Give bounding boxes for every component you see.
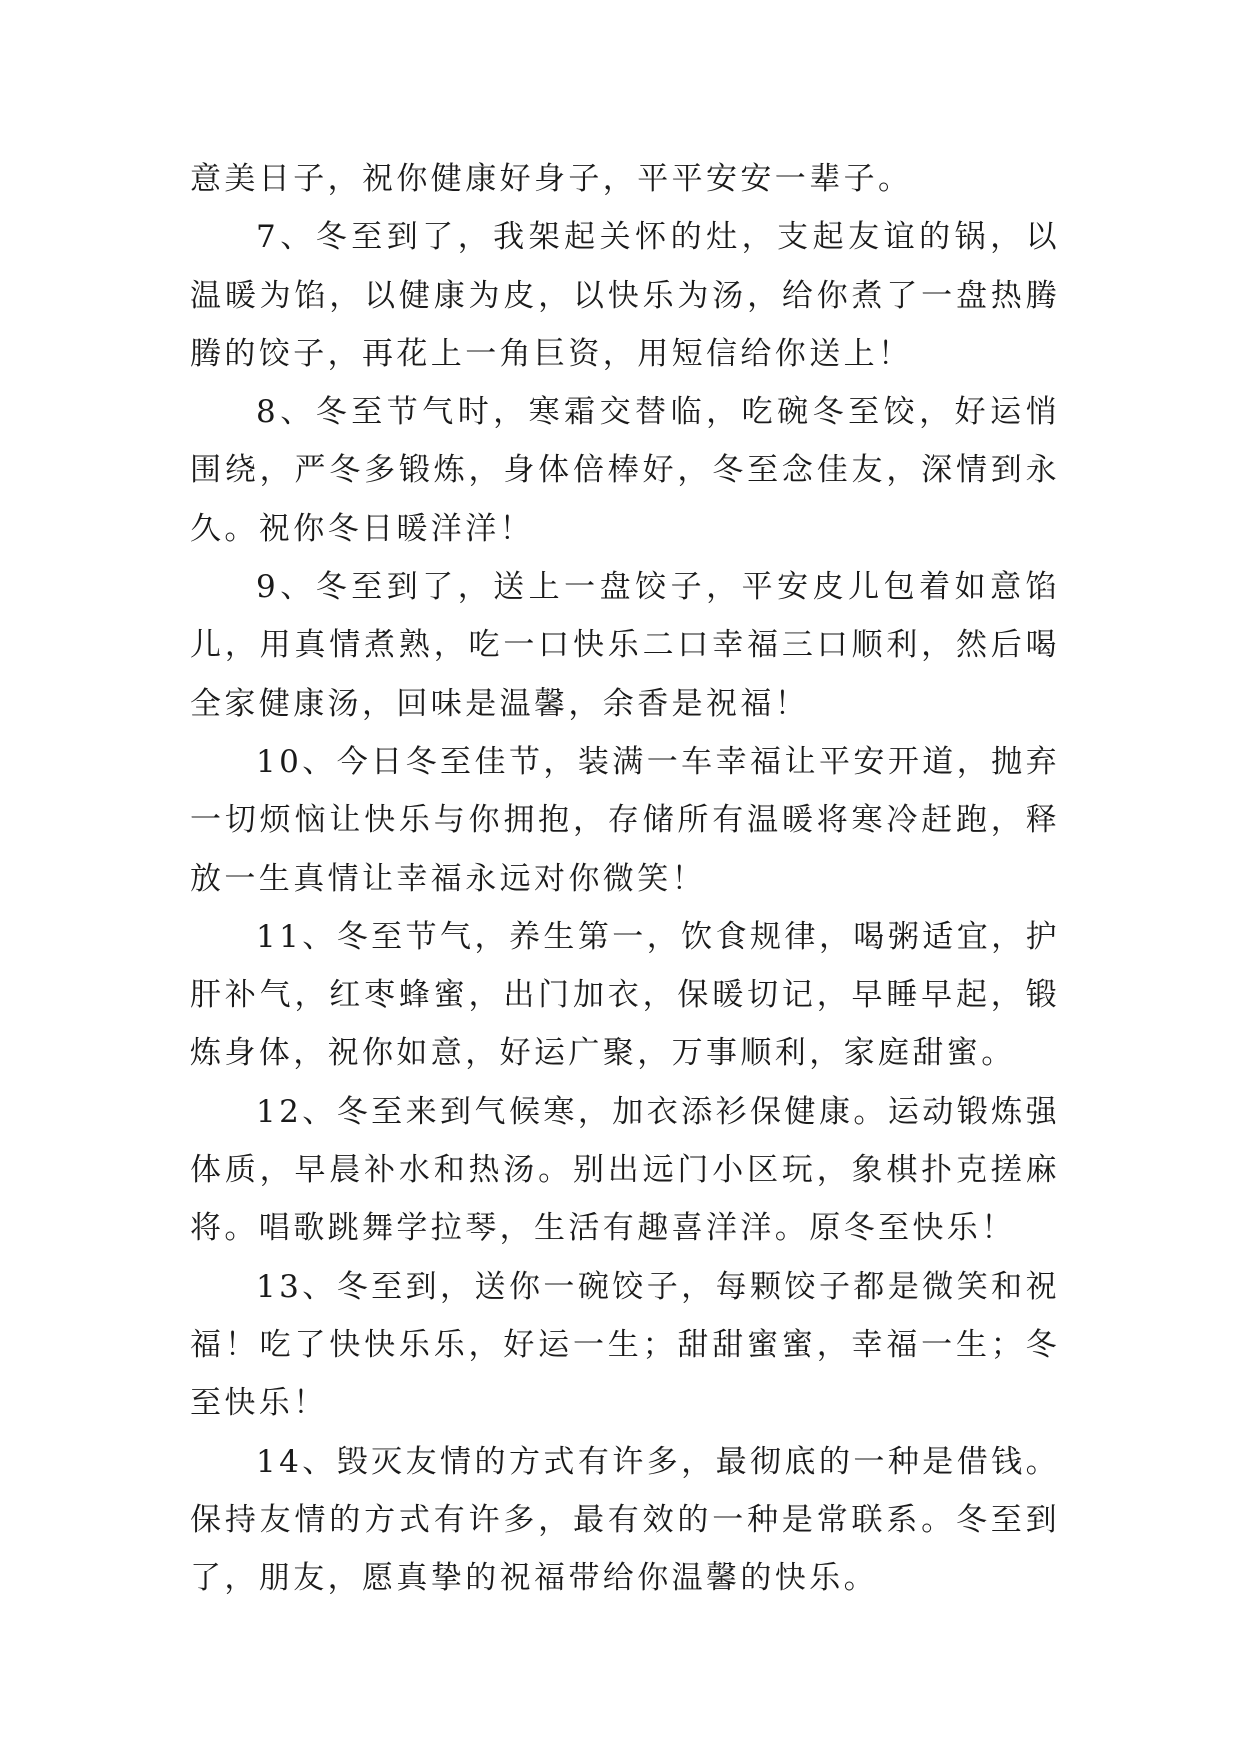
paragraph: 8、冬至节气时，寒霜交替临，吃碗冬至饺，好运悄围绕，严冬多锻炼，身体倍棒好，冬至念佳友，深情到永久。祝你冬日暖洋洋！ [190,394,1060,547]
document-body [190,150,1060,1607]
paragraph: 13、冬至到，送你一碗饺子，每颗饺子都是微笑和祝福！吃了快快乐乐，好运一生；甜甜蜜蜜，幸福一生；冬至快乐！ [190,1268,1060,1422]
paragraph: 7、冬至到了，我架起关怀的灶，支起友谊的锅，以温暖为馅，以健康为皮，以快乐为汤，给你煮了一盘热腾腾的饺子，再花上一角巨资，用短信给你送上！ [190,219,1060,372]
paragraph: 10、今日冬至佳节，装满一车幸福让平安开道，抛弃一切烦恼让快乐与你拥抱，存储所有温暖将寒冷赶跑，释放一生真情让幸福永远对你微笑！ [190,743,1060,897]
paragraph: 14、毁灭友情的方式有许多，最彻底的一种是借钱。保持友情的方式有许多，最有效的一种是常联系。冬至到了，朋友，愿真挚的祝福带给你温馨的快乐。 [190,1443,1060,1597]
paragraph: 意美日子，祝你健康好身子，平平安安一辈子。 [190,161,913,197]
paragraph: 9、冬至到了，送上一盘饺子，平安皮儿包着如意馅儿，用真情煮熟，吃一口快乐二口幸福三口顺利，然后喝全家健康汤，回味是温馨，余香是祝福！ [190,569,1060,722]
paragraph: 12、冬至来到气候寒，加衣添衫保健康。运动锻炼强体质，早晨补水和热汤。别出远门小区玩，象棋扑克搓麻将。唱歌跳舞学拉琴，生活有趣喜洋洋。原冬至快乐！ [190,1093,1060,1247]
paragraph: 11、冬至节气，养生第一，饮食规律，喝粥适宜，护肝补气，红枣蜂蜜，出门加衣，保暖切记，早睡早起，锻炼身体，祝你如意，好运广聚，万事顺利，家庭甜蜜。 [190,918,1060,1072]
